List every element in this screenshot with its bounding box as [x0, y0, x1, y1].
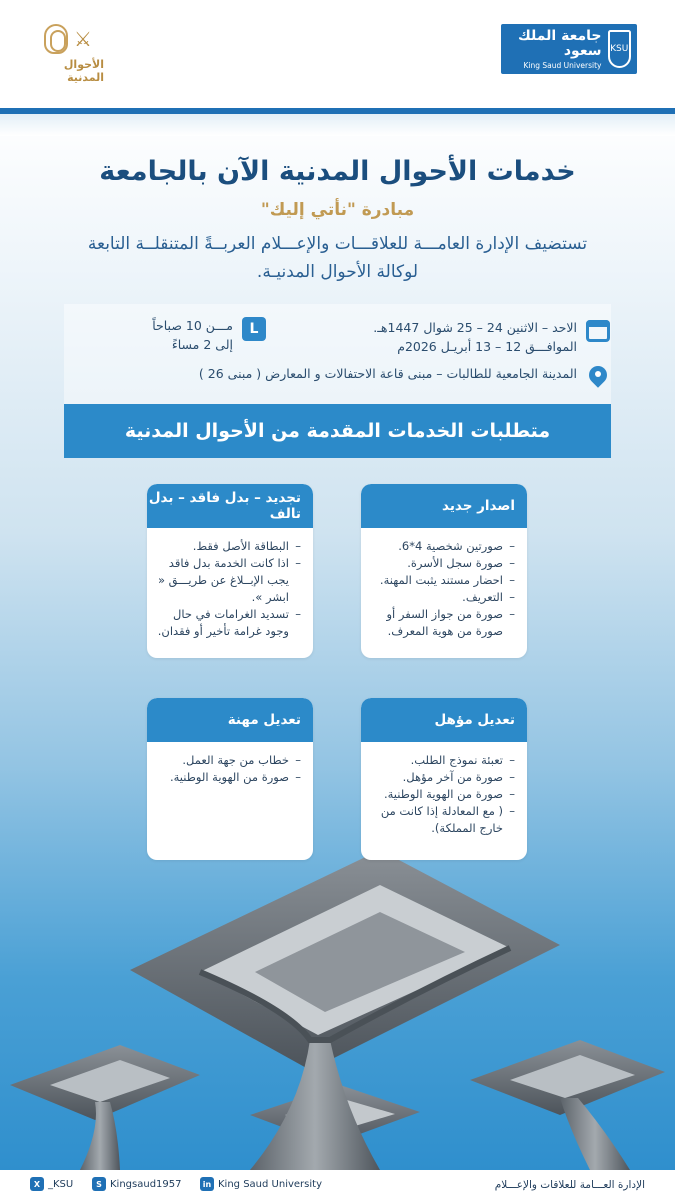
time-lines	[152, 316, 233, 354]
card-qualification-edit	[361, 698, 527, 860]
time-info	[152, 316, 267, 354]
list-item: – صورة من الهوية الوطنية.	[155, 769, 301, 786]
card-new-issue-title: اصدار جديد	[361, 484, 527, 528]
date-lines	[373, 318, 577, 356]
time-start: مـــن 10 صباحاً	[152, 318, 233, 333]
list-item: – خطاب من جهة العمل.	[155, 752, 301, 769]
card-profession-list	[155, 752, 301, 786]
snapchat-icon: S	[92, 1177, 106, 1191]
initiative-subtitle: مبادرة "نأتي إليك"	[260, 200, 415, 220]
location-lines	[199, 364, 577, 383]
footer-department: الإدارة العـــامة للعلاقات والإعـــلام	[494, 1179, 645, 1191]
event-description: تستضيف الإدارة العامـــة للعلاقـــات والإعـــلام العربــةً المتنقلــة التابعة لوكالة الأحوال المدنيـة.	[87, 234, 588, 282]
snapchat-link[interactable]	[92, 1177, 182, 1191]
ksu-name-english: King Saud University	[523, 60, 602, 70]
card-renewal	[147, 484, 313, 658]
card-qualification-list	[369, 752, 515, 837]
list-item: – صورة من جواز السفر أو صورة من هوية المعرف.	[369, 606, 515, 640]
card-profession-edit	[147, 698, 313, 860]
list-item: – ( مع المعادلة إذا كانت من خارج المملكة).	[369, 803, 515, 837]
location-text: المدينة الجامعية للطالبات – مبنى قاعة الاحتفالات و المعارض ( مبنى 26 )	[198, 366, 577, 381]
card-renewal-body	[147, 528, 313, 650]
list-item: – التعريف.	[369, 589, 515, 606]
card-qualification-title: تعديل مؤهل	[361, 698, 527, 742]
page-title: خدمات الأحوال المدنية الآن بالجامعة	[99, 156, 576, 187]
card-new-issue	[361, 484, 527, 658]
list-item: – صورة من الهوية الوطنية.	[369, 786, 515, 803]
hero-section	[0, 108, 675, 1170]
card-profession-body	[147, 742, 313, 796]
list-item: – صورة سجل الأسرة.	[369, 555, 515, 572]
requirements-banner: متطلبات الخدمات المقدمة من الأحوال المدنية	[64, 404, 611, 458]
list-item: – احضار مستند يثبت المهنة.	[369, 572, 515, 589]
ksu-logo-text	[507, 29, 602, 70]
list-item: – صورة من آخر مؤهل.	[369, 769, 515, 786]
linkedin-icon: in	[200, 1177, 214, 1191]
linkedin-link[interactable]	[200, 1177, 322, 1191]
linkedin-handle: King Saud University	[218, 1178, 322, 1190]
list-item: – البطاقة الأصل فقط.	[155, 538, 301, 555]
list-item: – تسديد الغرامات في حال وجود غرامة تأخير أو فقدان.	[155, 606, 301, 640]
list-item: – اذا كانت الخدمة بدل فاقد يجب الإبــلاغ عن طريـــق « ابشر ».	[155, 555, 301, 606]
footer	[0, 1170, 675, 1200]
snapchat-handle: Kingsaud1957	[110, 1178, 182, 1190]
card-qualification-body	[361, 742, 527, 847]
card-profession-title: تعديل مهنة	[147, 698, 313, 742]
top-stripe-fade	[0, 114, 675, 136]
header	[0, 0, 675, 108]
card-renewal-title: تجديد – بدل فاقد – بدل تالف	[147, 484, 313, 528]
list-item: – تعبئة نموذج الطلب.	[369, 752, 515, 769]
palm-swords-icon: ⚔	[74, 27, 92, 51]
civil-affairs-icons	[44, 24, 92, 54]
location-info	[199, 364, 611, 390]
calendar-icon-box	[585, 318, 611, 344]
card-new-issue-body	[361, 528, 527, 650]
x-icon: X	[30, 1177, 44, 1191]
ksu-logo[interactable]	[501, 24, 637, 74]
ksu-name-arabic: جامعة الملك سعود	[518, 27, 602, 59]
list-item: – صورتين شخصية 4*6.	[369, 538, 515, 555]
umbrella-structures-illustration	[0, 840, 675, 1170]
x-handle: _KSU	[48, 1178, 74, 1190]
ksu-emblem-icon: KSU	[608, 30, 632, 68]
fingerprint-icon	[44, 24, 68, 54]
civil-affairs-name: الأحوال المدنية	[63, 58, 104, 84]
calendar-icon	[586, 320, 610, 342]
card-renewal-list	[155, 538, 301, 640]
x-link[interactable]	[30, 1177, 73, 1191]
location-icon-box	[585, 364, 611, 390]
civil-affairs-logo[interactable]	[32, 24, 104, 82]
time-end: إلى 2 مساءً	[171, 337, 233, 352]
date-gregorian: الموافـــق 12 – 13 أبريـل 2026م	[397, 339, 577, 354]
card-new-issue-list	[369, 538, 515, 640]
clock-icon-box	[241, 316, 267, 342]
location-pin-icon	[589, 366, 607, 388]
clock-icon: L	[242, 317, 266, 341]
date-hijri: الاحد – الاثنين 24 – 25 شوال 1447هـ.	[373, 320, 577, 335]
date-info	[373, 318, 611, 356]
